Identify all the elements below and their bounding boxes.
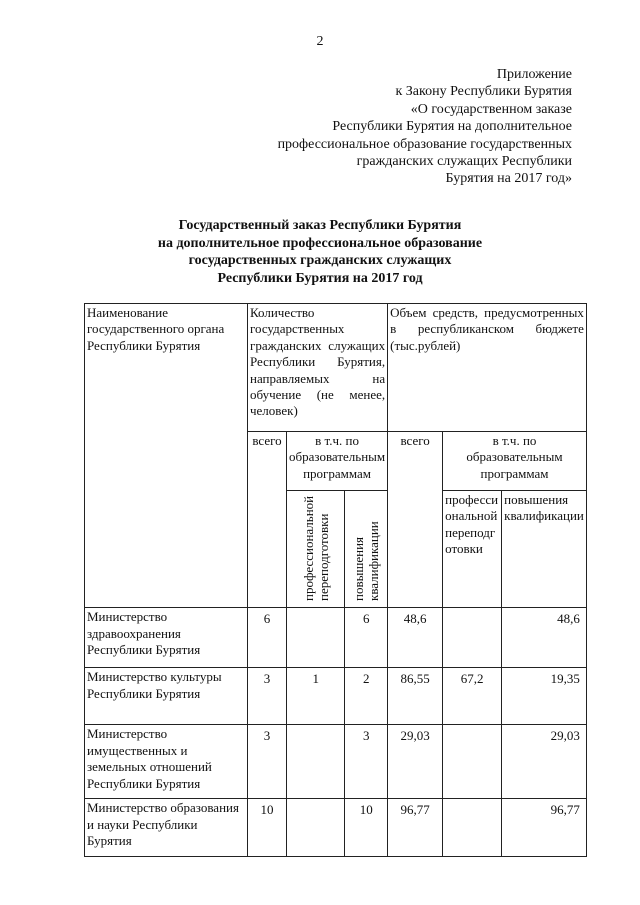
header-count-qualification <box>345 491 388 608</box>
row-funds-qualification: 96,77 <box>502 799 587 857</box>
row-count-total: 6 <box>248 608 287 668</box>
header-count-total: всего <box>248 432 287 608</box>
appendix-line: Республики Бурятия на дополнительное <box>332 119 572 135</box>
table-row <box>85 608 587 668</box>
appendix-line: Приложение <box>496 67 572 82</box>
row-count-qualification: 2 <box>345 668 388 725</box>
appendix-line: профессиональное образование государственных <box>277 136 572 152</box>
row-count-total: 3 <box>248 725 287 799</box>
appendix-line: Бурятия на 2017 год» <box>445 171 572 187</box>
row-count-qualification: 10 <box>345 799 388 857</box>
vertical-label: повышения квалификации <box>351 521 382 601</box>
appendix-line: гражданских служащих Республики <box>356 154 572 170</box>
appendix-line: «О государственном заказе <box>410 101 572 117</box>
row-funds-total: 96,77 <box>388 799 443 857</box>
table-row <box>85 799 587 857</box>
appendix-header <box>278 66 572 188</box>
header-count-retraining <box>287 491 345 608</box>
title-line: государственных гражданских служащих <box>188 253 452 269</box>
row-funds-retraining <box>443 608 502 668</box>
row-authority-name: Министерство здравоохранения Республики Бурятия <box>85 608 248 668</box>
row-authority-name: Министерство имущественных и земельных отношений Республики Бурятия <box>85 725 248 799</box>
title-line: Республики Бурятия на 2017 год <box>217 270 423 286</box>
page-number: 2 <box>316 34 324 49</box>
vertical-label: профессиональной переподготовки <box>300 495 331 601</box>
row-count-retraining <box>287 725 345 799</box>
header-employee-count: Количество государственных гражданских служащих Республики Бурятия, направляемых на обучение (не менее, человек) <box>248 304 388 432</box>
header-funds-by-program: в т.ч. по образовательным программам <box>443 432 587 491</box>
header-funds-total: всего <box>388 432 443 608</box>
row-count-retraining <box>287 799 345 857</box>
header-funds-qualification: повышения квалификации <box>502 491 587 608</box>
title-line: на дополнительное профессиональное образование <box>157 235 483 251</box>
row-count-qualification: 3 <box>345 725 388 799</box>
row-funds-total: 29,03 <box>388 725 443 799</box>
header-authority-name: Наименование государственного органа Республики Бурятия <box>85 304 248 608</box>
row-funds-retraining <box>443 799 502 857</box>
state-order-table <box>84 303 587 857</box>
title-line: Государственный заказ Республики Бурятия <box>178 218 462 233</box>
row-count-total: 3 <box>248 668 287 725</box>
header-row <box>85 304 587 432</box>
table-row <box>85 668 587 725</box>
row-funds-total: 48,6 <box>388 608 443 668</box>
row-count-total: 10 <box>248 799 287 857</box>
row-count-qualification: 6 <box>345 608 388 668</box>
appendix-line: к Закону Республики Бурятия <box>395 84 572 100</box>
row-funds-retraining: 67,2 <box>443 668 502 725</box>
header-count-by-program: в т.ч. по образовательным программам <box>287 432 388 491</box>
header-budget-funds: Объем средств, предусмотренных в республиканском бюджете (тыс.рублей) <box>388 304 587 432</box>
header-funds-retraining: профессиональной переподготовки <box>443 491 502 608</box>
row-count-retraining: 1 <box>287 668 345 725</box>
row-funds-qualification: 29,03 <box>502 725 587 799</box>
document-title <box>0 217 640 287</box>
row-funds-qualification: 48,6 <box>502 608 587 668</box>
row-funds-total: 86,55 <box>388 668 443 725</box>
row-authority-name: Министерство образования и науки Республики Бурятия <box>85 799 248 857</box>
row-count-retraining <box>287 608 345 668</box>
table-row <box>85 725 587 799</box>
row-authority-name: Министерство культуры Республики Бурятия <box>85 668 248 725</box>
row-funds-qualification: 19,35 <box>502 668 587 725</box>
row-funds-retraining <box>443 725 502 799</box>
